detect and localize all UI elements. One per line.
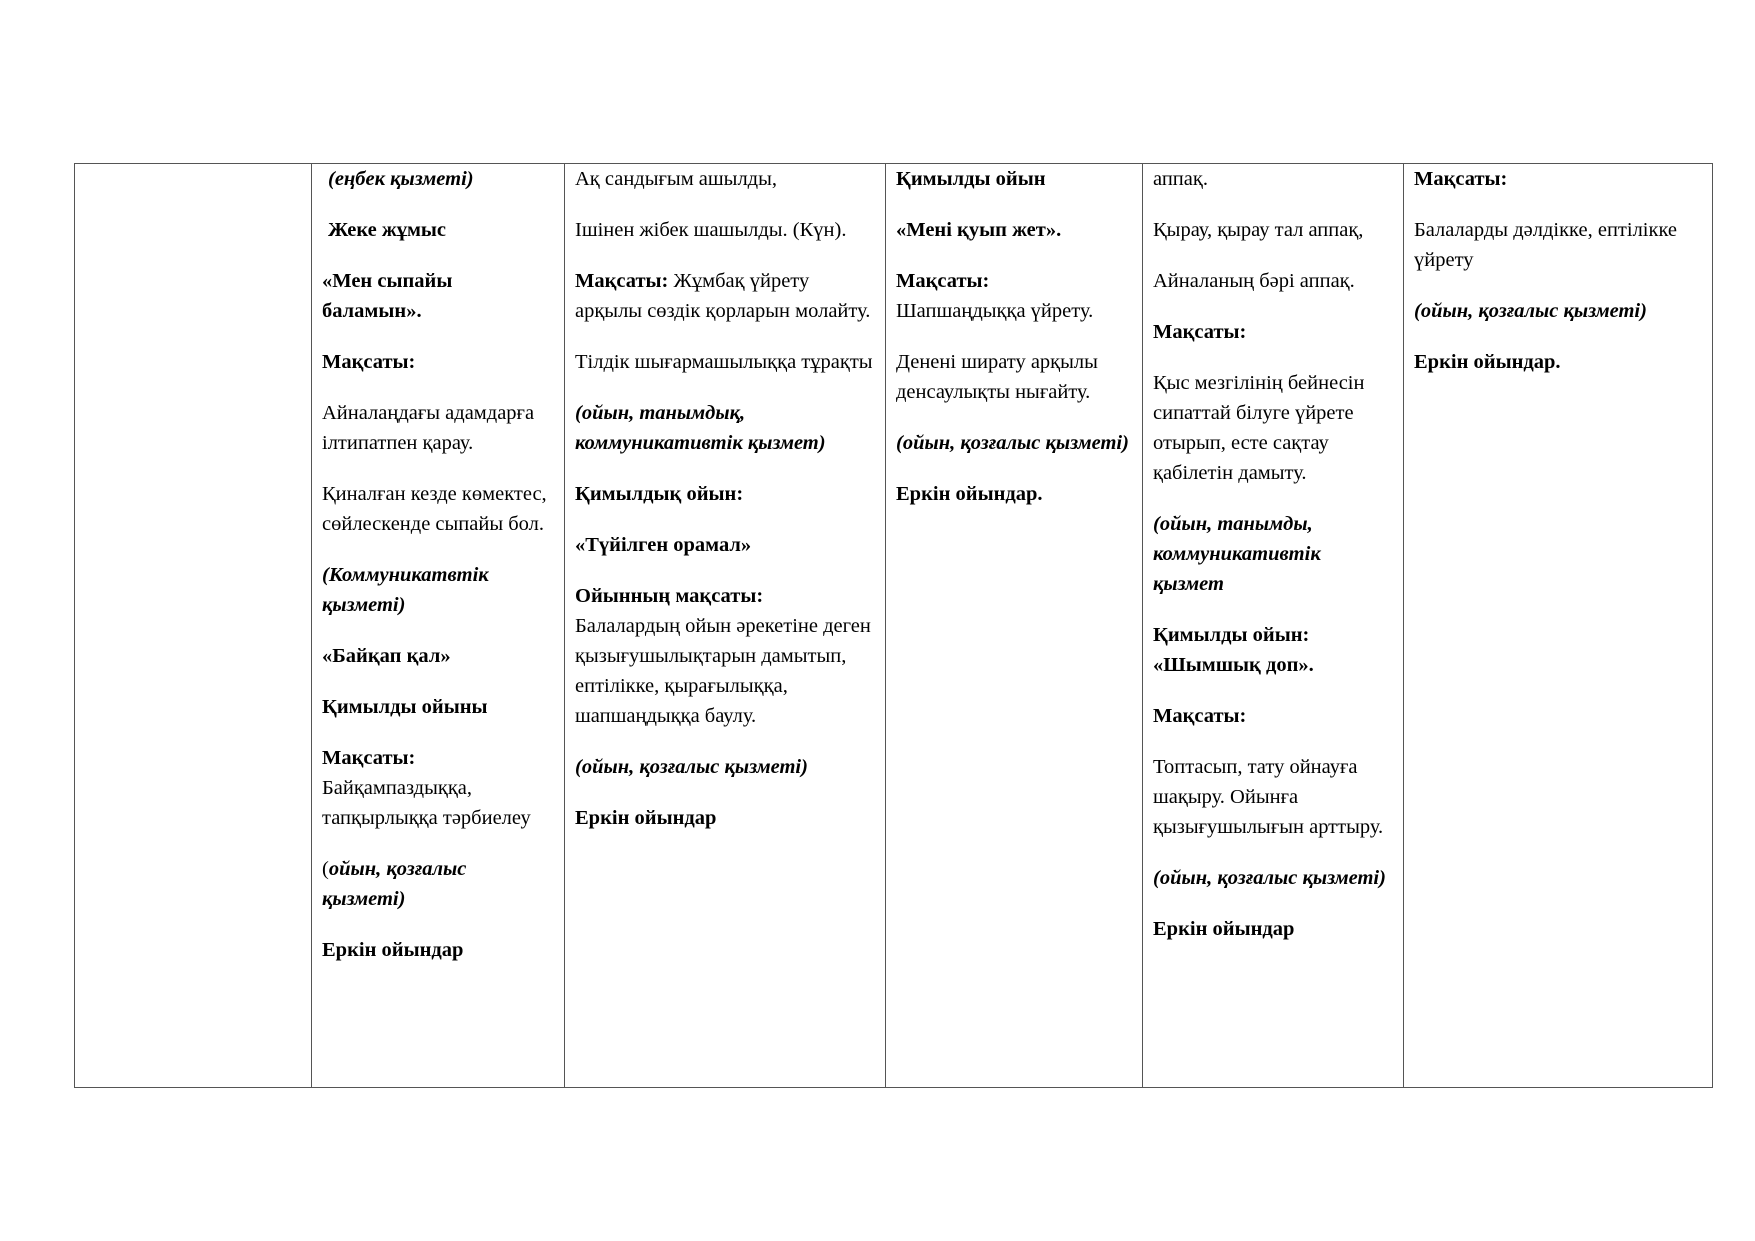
free-games: Еркін ойындар: [1153, 918, 1295, 940]
game-name: «Байқап қал»: [322, 645, 451, 667]
goal-text: Шапшаңдыққа үйрету.: [896, 300, 1094, 322]
goal-label: Мақсаты:: [1153, 321, 1247, 343]
free-games: Еркін ойындар: [575, 807, 717, 829]
poem-line: аппақ.: [1153, 168, 1208, 190]
activity-type: (ойын, қозғалыс қызметі): [896, 432, 1129, 454]
activity-type: (ойын, қозғалыс қызметі): [575, 756, 808, 778]
table-row: [75, 164, 1713, 1088]
paragraph-text: Тілдік шығармашылыққа тұрақты: [575, 351, 873, 373]
table-cell-col1: [312, 164, 565, 1088]
goal-text: Балаларды дәлдікке, ептілікке үйрету: [1414, 219, 1677, 271]
goal-label: Мақсаты:: [1414, 168, 1508, 190]
goal-label: Мақсаты:: [1153, 705, 1247, 727]
game-name: «Мені қуып жет».: [896, 219, 1062, 241]
goal-text: Айналаңдағы адамдарға ілтипатпен қарау.: [322, 402, 535, 454]
free-games: Еркін ойындар.: [896, 483, 1043, 505]
goal-text: Топтасып, тату ойнауға шақыру. Ойынға қызығушылығын арттыру.: [1153, 756, 1384, 838]
free-games: Еркін ойындар: [322, 939, 464, 961]
game-type: Қимылдық ойын:: [575, 483, 744, 505]
game-type: Қимылды ойын: [896, 168, 1046, 190]
activity-type: ойын, қозғалыс қызметі): [322, 858, 467, 910]
table-cell-empty: [75, 164, 312, 1088]
table-cell-col3: [886, 164, 1143, 1088]
goal-label: Мақсаты:: [322, 747, 416, 769]
goal-text: Байқампаздыққа, тапқырлыққа тәрбиелеу: [322, 777, 531, 829]
goal-text: Балалардың ойын әрекетіне деген қызығушылықтарын дамытып, ептілікке, қырағылыққа, шапшаңдыққа баулу.: [575, 615, 871, 727]
activity-type: (ойын, танымды, коммуникативтік қызмет: [1153, 513, 1321, 595]
activity-type: (ойын, танымдық, коммуникативтік қызмет): [575, 402, 826, 454]
plan-table: [74, 163, 1713, 1088]
table-cell-col2: [565, 164, 886, 1088]
goal-label: Мақсаты:: [896, 270, 990, 292]
game-name: «Шымшық доп».: [1153, 654, 1314, 676]
free-games: Еркін ойындар.: [1414, 351, 1561, 373]
game-type: Қимылды ойыны: [322, 696, 488, 718]
work-title: Жеке жұмыс: [328, 219, 447, 241]
activity-type: (ойын, қозғалыс қызметі): [1153, 867, 1386, 889]
paragraph-text: Қиналған кезде көмектес, сөйлескенде сыпайы бол.: [322, 483, 547, 535]
goal-label: Мақсаты:: [575, 270, 669, 292]
activity-type: (Коммуникатвтік қызметі): [322, 564, 489, 616]
game-type: Қимылды ойын:: [1153, 624, 1310, 646]
table-cell-col4: [1143, 164, 1404, 1088]
paren-open: (: [322, 858, 329, 880]
goal-text: Қыс мезгілінің бейнесін сипаттай білуге үйрете отырып, есте сақтау қабілетін дамыту.: [1153, 372, 1365, 484]
activity-name: «Мен сыпайы баламын».: [322, 270, 453, 322]
goal-label: Мақсаты:: [322, 351, 416, 373]
riddle-line: Ақ сандығым ашылды,: [575, 168, 778, 190]
paragraph-text: Денені ширату арқылы денсаулықты нығайту.: [896, 351, 1098, 403]
table-cell-col5: [1404, 164, 1713, 1088]
poem-line: Қырау, қырау тал аппақ,: [1153, 219, 1364, 241]
game-name: «Түйілген орамал»: [575, 534, 752, 556]
goal-text: Жұмбақ үйрету арқылы сөздік қорларын молайту.: [575, 270, 871, 322]
poem-line: Айналаның бәрі аппақ.: [1153, 270, 1355, 292]
riddle-line: Ішінен жібек шашылды. (Күн).: [575, 219, 847, 241]
goal-label: Ойынның мақсаты:: [575, 585, 764, 607]
activity-type: (еңбек қызметі): [328, 168, 474, 190]
activity-type: (ойын, қозғалыс қызметі): [1414, 300, 1647, 322]
